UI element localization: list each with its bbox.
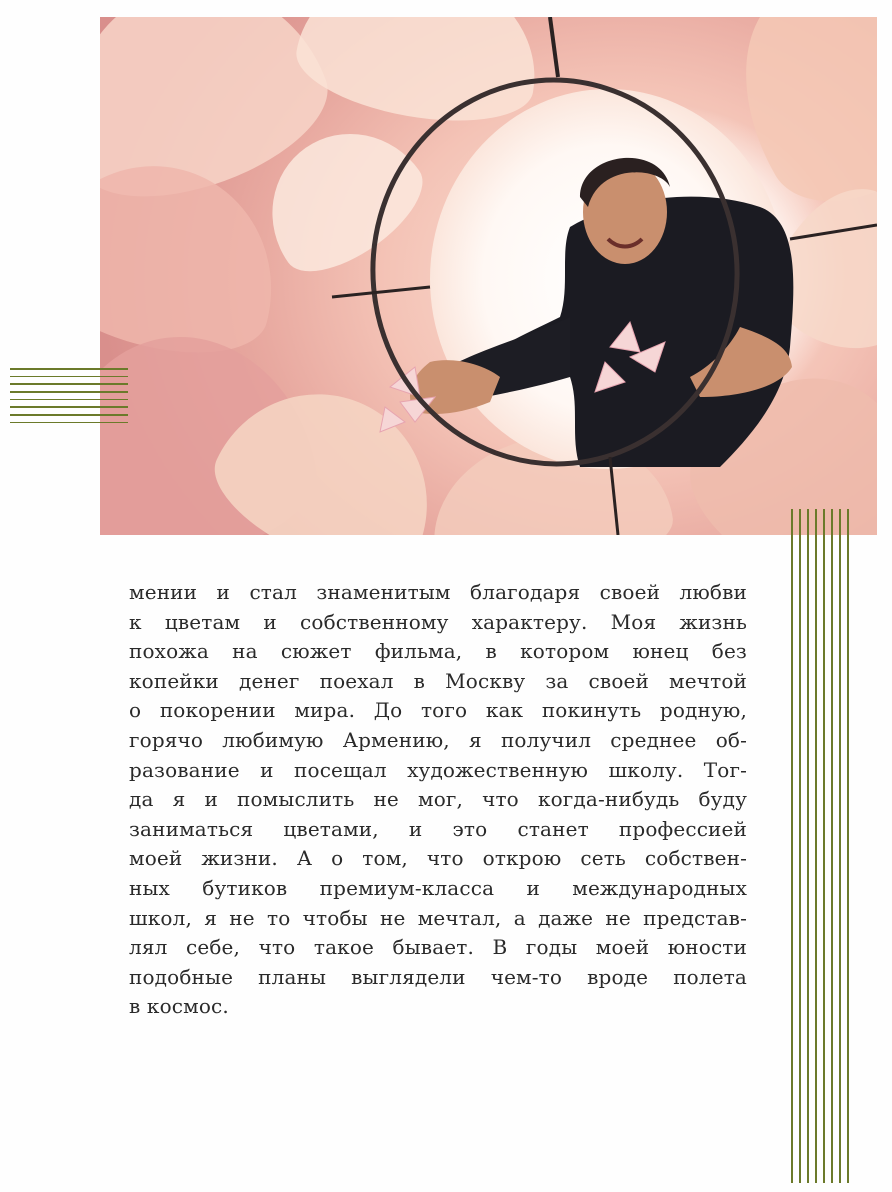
text-line: моей жизни. А о том, что открою сеть собствен- [129,846,747,871]
ring-illustration [100,17,877,535]
text-line: подобные планы выглядели чем-то вроде полета [129,964,747,989]
text-line: лял себе, что такое бывает. В годы моей юности [129,935,747,960]
text-line: разование и посещал художественную школу. Тог- [129,757,747,782]
vertical-decor-rules [791,509,853,1183]
text-line: школ, я не то чтобы не мечтал, а даже не представ- [129,905,747,930]
text-line: в космос. [129,994,229,1019]
text-line: ных бутиков премиум-класса и международных [129,875,747,900]
text-line: к цветам и собственному характеру. Моя жизнь [129,609,747,634]
text-line: похожа на сюжет фильма, в котором юнец без [129,639,747,664]
text-line: о покорении мира. До того как покинуть родную, [129,698,747,723]
text-line: да я и помыслить не мог, что когда-нибудь буду [129,787,747,812]
text-line: копейки денег поехал в Москву за своей мечтой [129,668,747,693]
body-paragraph [129,578,747,1022]
portrait-photo [100,17,877,535]
horizontal-decor-rules [10,368,128,426]
text-line: мении и стал знаменитым благодаря своей любви [129,580,747,604]
text-line: горячо любимую Армению, я получил среднее об- [129,727,747,752]
text-line: заниматься цветами, и это станет профессией [129,816,747,841]
